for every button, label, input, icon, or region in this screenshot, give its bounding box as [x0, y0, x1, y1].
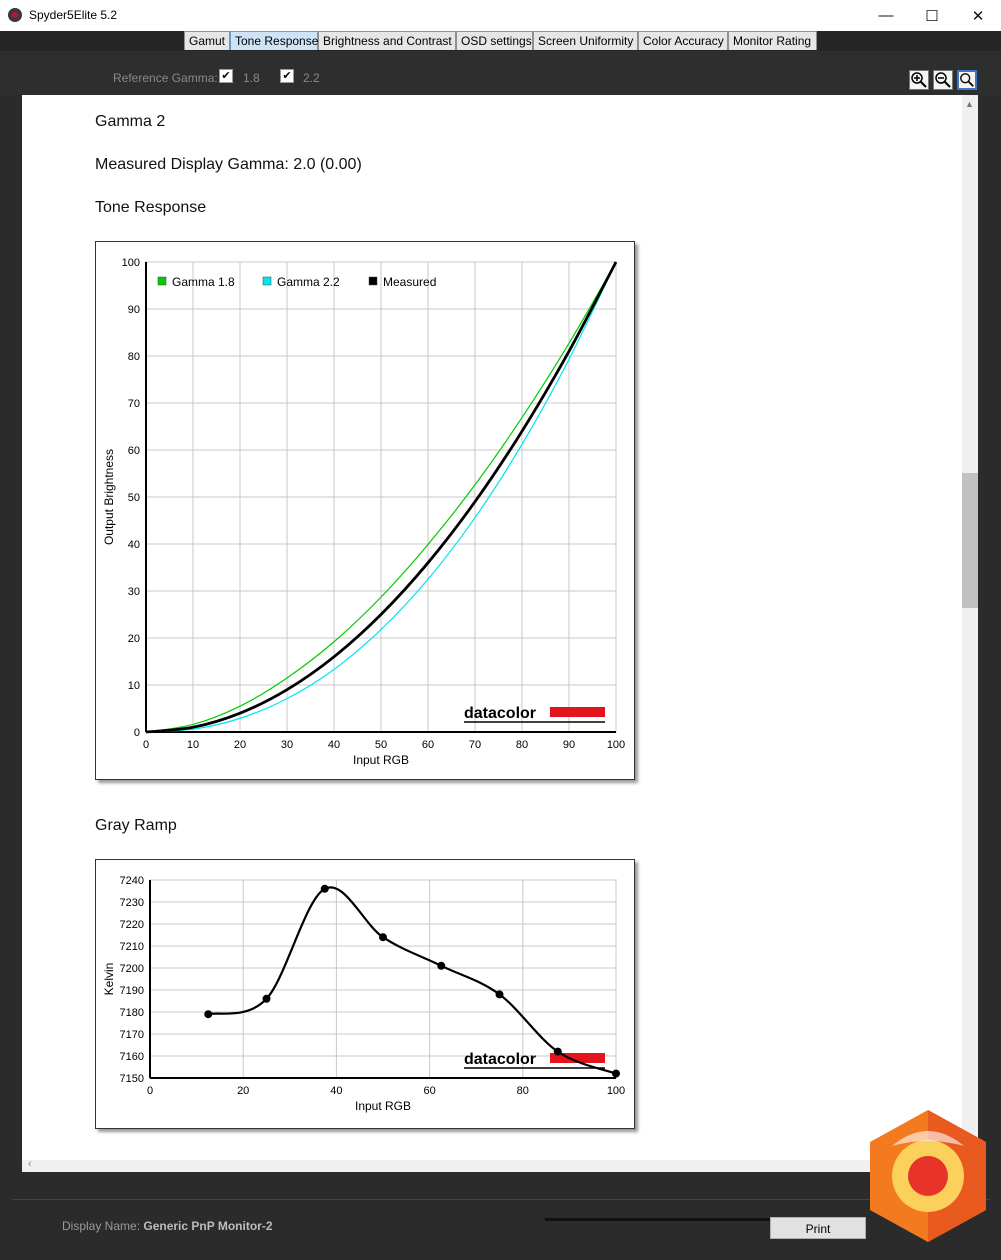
gamma-heading: Gamma 2 — [95, 113, 166, 130]
tone-response-heading: Tone Response — [95, 199, 207, 216]
x-tick-label: 80 — [516, 1085, 529, 1097]
y-tick-label: 7150 — [119, 1073, 144, 1085]
y-tick-label: 100 — [121, 257, 140, 269]
app-icon — [8, 8, 22, 22]
x-axis-label: Input RGB — [354, 1099, 412, 1113]
datacolor-logo: datacolor — [464, 1051, 537, 1068]
close-button[interactable]: ✕ — [971, 7, 985, 25]
toolbar — [0, 51, 1001, 95]
legend-label: Gamma 2.2 — [277, 275, 340, 289]
footer — [0, 1172, 1001, 1260]
y-tick-label: 7190 — [119, 985, 144, 997]
x-tick-label: 60 — [421, 739, 435, 751]
reference-gamma-label: Reference Gamma: — [113, 71, 218, 85]
maximize-button[interactable]: ☐ — [925, 7, 939, 25]
x-tick-label: 100 — [606, 739, 626, 751]
x-tick-label: 20 — [237, 1085, 250, 1097]
tab-tone-response[interactable]: Tone Response — [230, 31, 318, 50]
gamma-2-2-label: 2.2 — [303, 71, 320, 85]
x-tick-label: 30 — [280, 739, 294, 751]
zoom-out-icon[interactable] — [933, 70, 953, 90]
minimize-button[interactable]: — — [878, 7, 894, 24]
x-axis-label: Input RGB — [352, 753, 410, 767]
x-tick-label: 40 — [330, 1085, 343, 1097]
x-tick-label: 0 — [142, 739, 150, 751]
zoom-fit-icon[interactable] — [957, 70, 977, 90]
y-tick-label: 10 — [127, 680, 140, 692]
y-tick-label: 70 — [127, 398, 140, 410]
y-tick-label: 0 — [133, 727, 140, 739]
tab-bar — [0, 31, 1001, 51]
legend-label: Measured — [383, 275, 437, 289]
y-tick-label: 7210 — [119, 941, 144, 953]
plot-area — [150, 880, 616, 1078]
footer-divider — [12, 1199, 990, 1200]
gray-ramp-svg — [96, 860, 634, 1128]
data-point — [379, 933, 387, 941]
data-point — [204, 1010, 212, 1018]
horizontal-scrollbar[interactable] — [22, 1160, 962, 1172]
x-tick-label: 90 — [562, 739, 576, 751]
tone-response-svg — [96, 242, 634, 779]
legend-label: Gamma 1.8 — [172, 275, 235, 289]
vertical-scroll-thumb[interactable] — [962, 473, 978, 608]
legend-swatch — [158, 277, 166, 285]
tab-osd-settings[interactable]: OSD settings — [456, 31, 533, 50]
x-tick-label: 50 — [374, 739, 388, 751]
display-name-value: Generic PnP Monitor-2 — [143, 1219, 273, 1233]
data-point — [437, 962, 445, 970]
y-tick-label: 50 — [127, 492, 140, 504]
report-view — [22, 95, 962, 1160]
y-tick-label: 30 — [127, 586, 140, 598]
gray-ramp-heading: Gray Ramp — [95, 817, 177, 834]
tab-screen-uniformity[interactable]: Screen Uniformity — [533, 31, 638, 50]
x-tick-label: 70 — [468, 739, 482, 751]
gamma-1-8-label: 1.8 — [243, 71, 260, 85]
gray-ramp-chart — [95, 859, 635, 1129]
gamma-2-2-checkbox[interactable]: ✔ — [280, 69, 294, 83]
zoom-in-icon[interactable] — [909, 70, 929, 90]
data-point — [496, 990, 504, 998]
datacolor-logo-bar — [550, 707, 605, 717]
y-tick-label: 7240 — [119, 875, 144, 887]
x-tick-label: 80 — [515, 739, 529, 751]
y-axis-label: Kelvin — [102, 962, 116, 996]
x-tick-label: 60 — [423, 1085, 436, 1097]
progress-bar — [545, 1218, 770, 1221]
y-axis-label: Output Brightness — [102, 448, 116, 546]
tab-color-accuracy[interactable]: Color Accuracy — [638, 31, 728, 50]
measured-gamma-text: Measured Display Gamma: 2.0 (0.00) — [95, 156, 362, 173]
data-point — [263, 995, 271, 1003]
vertical-scrollbar[interactable] — [962, 95, 978, 1160]
datacolor-logo: datacolor — [464, 705, 537, 722]
y-tick-label: 20 — [127, 633, 140, 645]
y-tick-label: 7200 — [119, 963, 144, 975]
tone-response-chart — [95, 241, 635, 780]
tab-gamut[interactable]: Gamut — [184, 31, 230, 50]
x-tick-label: 40 — [327, 739, 341, 751]
title-bar — [0, 0, 1001, 32]
data-point — [321, 885, 329, 893]
y-tick-label: 7230 — [119, 897, 144, 909]
window-title: Spyder5Elite 5.2 — [29, 8, 118, 22]
x-tick-label: 0 — [146, 1085, 154, 1097]
scroll-left-icon[interactable]: ‹ — [28, 1158, 32, 1170]
y-tick-label: 80 — [127, 351, 140, 363]
kitguru-logo — [858, 1106, 1001, 1260]
y-tick-label: 7180 — [119, 1007, 144, 1019]
y-tick-label: 40 — [127, 539, 140, 551]
print-button[interactable]: Print — [770, 1217, 866, 1239]
data-point — [554, 1048, 562, 1056]
y-tick-label: 60 — [127, 445, 140, 457]
x-tick-label: 20 — [233, 739, 247, 751]
legend-swatch — [369, 277, 377, 285]
y-tick-label: 90 — [127, 304, 140, 316]
x-tick-label: 10 — [186, 739, 200, 751]
display-name — [62, 1219, 273, 1233]
legend-swatch — [263, 277, 271, 285]
y-tick-label: 7160 — [119, 1051, 144, 1063]
y-tick-label: 7220 — [119, 919, 144, 931]
tab-monitor-rating[interactable]: Monitor Rating — [728, 31, 817, 50]
gamma-1-8-checkbox[interactable]: ✔ — [219, 69, 233, 83]
y-tick-label: 7170 — [119, 1029, 144, 1041]
x-tick-label: 100 — [606, 1085, 626, 1097]
tab-brightness-and-contrast[interactable]: Brightness and Contrast — [318, 31, 456, 50]
data-point — [612, 1070, 620, 1078]
scroll-up-icon[interactable]: ▲ — [965, 99, 974, 109]
display-name-label: Display Name: — [62, 1219, 141, 1233]
